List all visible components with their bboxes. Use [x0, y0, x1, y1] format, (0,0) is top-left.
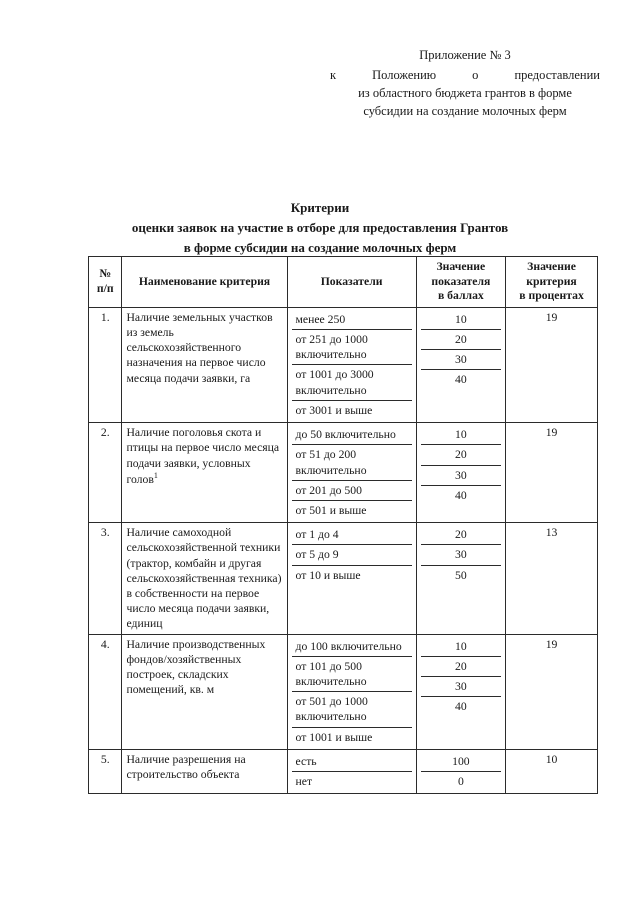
- row-scores: [416, 749, 505, 793]
- header-score: [416, 257, 505, 308]
- row-percent: 13: [506, 523, 598, 634]
- row-percent: 19: [506, 307, 598, 422]
- table-row: [89, 307, 598, 422]
- row-scores: [416, 307, 505, 422]
- appendix-word-polozheniyu: Положению: [372, 68, 437, 83]
- indicator-label: от 1001 и выше: [295, 730, 373, 744]
- table-header-row: [89, 257, 598, 308]
- row-indicators: [287, 749, 416, 793]
- appendix-line-3: из областного бюджета грантов в форме: [358, 86, 572, 101]
- indicator-label: от 10 и выше: [295, 568, 361, 582]
- header-num: [89, 257, 122, 308]
- indicator-score: 20: [421, 330, 501, 350]
- indicator-score: 10: [421, 637, 501, 657]
- row-indicators: [287, 523, 416, 634]
- header-indicators: Показатели: [287, 257, 416, 308]
- appendix-word-k: к: [330, 68, 337, 83]
- header-score-line3: в баллах: [437, 289, 484, 303]
- indicator-label: от 501 до 1000 включительно: [292, 692, 412, 727]
- appendix-word-o: о: [472, 68, 479, 83]
- indicator-score: 30: [421, 350, 501, 370]
- title-line-1: Критерии: [290, 200, 350, 215]
- row-scores: [416, 523, 505, 634]
- footnote-marker: 1: [153, 470, 158, 480]
- indicator-label: до 50 включительно: [292, 425, 412, 445]
- header-num-line1: №: [99, 267, 112, 281]
- row-number: 2.: [89, 423, 122, 523]
- appendix-word-predostavlenii: предоставлении: [514, 68, 600, 83]
- row-percent: 19: [506, 634, 598, 749]
- header-num-line2: п/п: [96, 281, 114, 295]
- indicator-score: 30: [421, 677, 501, 697]
- indicator-label: от 201 до 500: [292, 481, 412, 501]
- row-percent: 10: [506, 749, 598, 793]
- row-criteria-name: [122, 423, 287, 523]
- appendix-number: Приложение № 3: [419, 48, 511, 62]
- row-criteria-name: Наличие земельных участков из земель сельскохозяйственного назначения на первое число месяца подачи заявки, га: [122, 307, 287, 422]
- indicator-score: 30: [421, 466, 501, 486]
- indicator-score: 10: [421, 425, 501, 445]
- indicator-label: есть: [292, 752, 412, 772]
- indicator-score: 30: [421, 545, 501, 565]
- row-scores: [416, 423, 505, 523]
- table-row: [89, 634, 598, 749]
- row-number: 1.: [89, 307, 122, 422]
- title-line-2: оценки заявок на участие в отборе для предоставления Грантов: [131, 220, 509, 236]
- row-number: 4.: [89, 634, 122, 749]
- indicator-label: от 5 до 9: [292, 545, 412, 565]
- indicator-score: 0: [457, 774, 464, 788]
- criteria-table-wrapper: [88, 256, 598, 794]
- row-criteria-text: Наличие поголовья скота и птицы на первое число месяца подачи заявки, условных голов: [126, 426, 280, 486]
- row-indicators: [287, 307, 416, 422]
- row-indicators: [287, 423, 416, 523]
- indicator-score: 50: [455, 568, 467, 582]
- indicator-score: 20: [421, 657, 501, 677]
- appendix-reference: [330, 46, 600, 121]
- row-scores: [416, 634, 505, 749]
- indicator-label: от 1001 до 3000 включительно: [292, 365, 412, 400]
- title-line-3: в форме субсидии на создание молочных ферм: [183, 240, 457, 256]
- appendix-line-2: [330, 66, 600, 84]
- indicator-score: 20: [421, 525, 501, 545]
- indicator-label: до 100 включительно: [292, 637, 412, 657]
- header-percent-line3: в процентах: [519, 289, 584, 303]
- criteria-table: [88, 256, 598, 794]
- row-number: 5.: [89, 749, 122, 793]
- header-score-line2: показателя: [431, 274, 491, 288]
- header-percent-line1: Значение: [527, 260, 576, 273]
- row-number: 3.: [89, 523, 122, 634]
- indicator-label: от 251 до 1000 включительно: [292, 330, 412, 365]
- indicator-label: от 51 до 200 включительно: [292, 445, 412, 480]
- indicator-label: нет: [295, 774, 313, 788]
- indicator-label: менее 250: [292, 310, 412, 330]
- indicator-score: 10: [421, 310, 501, 330]
- table-header: [89, 257, 598, 308]
- indicator-label: от 501 и выше: [295, 503, 367, 517]
- row-percent: 19: [506, 423, 598, 523]
- indicator-label: от 3001 и выше: [295, 403, 373, 417]
- row-indicators: [287, 634, 416, 749]
- indicator-score: 40: [455, 488, 467, 502]
- row-criteria-name: Наличие производственных фондов/хозяйственных построек, складских помещений, кв. м: [122, 634, 287, 749]
- header-score-line1: Значение: [436, 260, 486, 273]
- row-criteria-name: Наличие самоходной сельскохозяйственной техники (трактор, комбайн и другая сельскохозяйственная техника) в собственности на первое число месяца подачи заявки, единиц: [122, 523, 287, 634]
- header-percent-line2: критерия: [526, 274, 577, 288]
- header-criteria-name: Наименование критерия: [122, 257, 287, 308]
- indicator-score: 40: [455, 700, 467, 714]
- table-row: [89, 749, 598, 793]
- table-row: [89, 423, 598, 523]
- header-percent: [506, 257, 598, 308]
- indicator-score: 20: [421, 445, 501, 465]
- page-title: [60, 198, 580, 258]
- indicator-score: 100: [421, 752, 501, 772]
- indicator-label: от 101 до 500 включительно: [292, 657, 412, 692]
- table-body: [89, 307, 598, 793]
- indicator-score: 40: [455, 373, 467, 387]
- indicator-label: от 1 до 4: [292, 525, 412, 545]
- row-criteria-name: Наличие разрешения на строительство объекта: [122, 749, 287, 793]
- table-row: [89, 523, 598, 634]
- appendix-line-4: субсидии на создание молочных ферм: [363, 104, 567, 119]
